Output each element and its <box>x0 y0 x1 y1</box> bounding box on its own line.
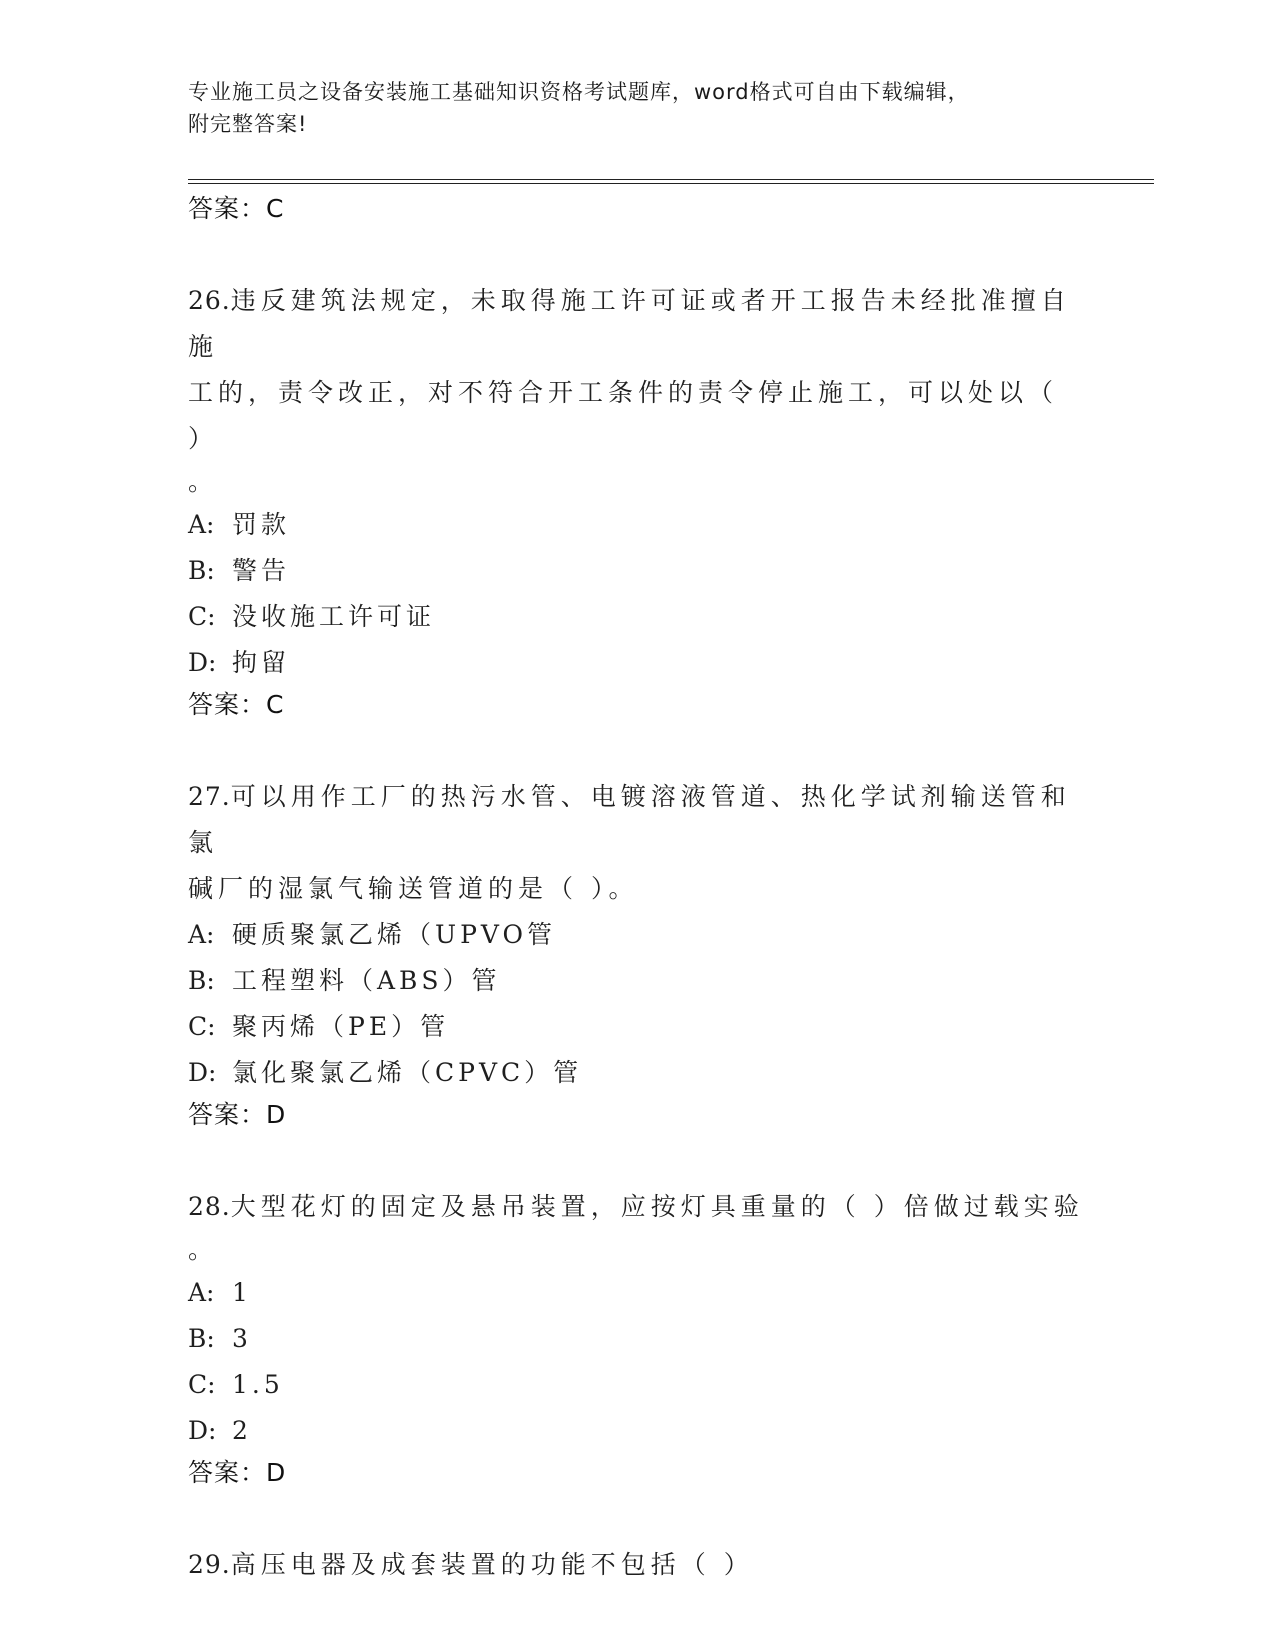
option-text: 氯化聚氯乙烯（CPVC）管 <box>232 1058 583 1087</box>
option-text: 罚款 <box>232 510 291 539</box>
option-b <box>188 1316 1088 1362</box>
option-text: 聚丙烯（PE）管 <box>232 1012 450 1041</box>
option-label: D: <box>188 648 217 677</box>
option-label: B: <box>188 556 215 585</box>
option-label: A: <box>188 1278 215 1307</box>
header-rule-top <box>188 179 1154 180</box>
option-text: 3 <box>232 1324 252 1353</box>
option-label: A: <box>188 920 215 949</box>
question-text <box>188 774 1088 912</box>
question-number: 27. <box>188 782 231 811</box>
option-c <box>188 1362 1088 1408</box>
option-text: 工程塑料（ABS）管 <box>232 966 501 995</box>
question-line: 碱厂的湿氯气输送管道的是（ ）。 <box>188 874 639 903</box>
question-line: 工的，责令改正，对不符合开工条件的责令停止施工，可以处以（ ） <box>188 378 1059 453</box>
option-label: D: <box>188 1058 217 1087</box>
answer-line: 答案：C <box>188 194 285 223</box>
option-label: D: <box>188 1416 217 1445</box>
option-text: 警告 <box>232 556 291 585</box>
option-a <box>188 1270 1088 1316</box>
question-line: 可以用作工厂的热污水管、电镀溶液管道、热化学试剂输送管和氯 <box>188 782 1071 857</box>
option-a <box>188 912 1088 958</box>
option-text: 1 <box>232 1278 252 1307</box>
option-text: 1.5 <box>232 1370 284 1399</box>
question-number: 26. <box>188 286 231 315</box>
question-text <box>188 1542 1088 1588</box>
option-b <box>188 548 1088 594</box>
question-line: 。 <box>188 467 219 496</box>
question-27 <box>188 774 1088 1132</box>
question-line: 大型花灯的固定及悬吊装置，应按灯具重量的（ ）倍做过载实验 <box>230 1192 1084 1221</box>
option-label: C: <box>188 1370 216 1399</box>
question-29 <box>188 1542 1088 1588</box>
option-text: 拘留 <box>232 648 291 677</box>
option-label: B: <box>188 966 215 995</box>
option-label: A: <box>188 510 215 539</box>
option-text: 2 <box>232 1416 252 1445</box>
option-text: 硬质聚氯乙烯（UPVO管 <box>232 920 557 949</box>
question-28 <box>188 1184 1088 1490</box>
question-line: 。 <box>188 1235 219 1264</box>
option-label: C: <box>188 602 216 631</box>
option-label: B: <box>188 1324 215 1353</box>
question-number: 29. <box>188 1550 231 1579</box>
answer-line: 答案：C <box>188 690 285 719</box>
question-line: 违反建筑法规定，未取得施工许可证或者开工报告未经批准擅自施 <box>188 286 1071 361</box>
option-a <box>188 502 1088 548</box>
option-d <box>188 1408 1088 1454</box>
question-text <box>188 1184 1088 1270</box>
option-label: C: <box>188 1012 216 1041</box>
answer-line: 答案：D <box>188 1100 287 1129</box>
question-list <box>188 192 1088 1588</box>
question-number: 28. <box>188 1192 231 1221</box>
question-text <box>188 278 1088 502</box>
option-c <box>188 1004 1088 1050</box>
header-rule-bottom <box>188 183 1154 184</box>
option-d <box>188 1050 1088 1096</box>
option-text: 没收施工许可证 <box>232 602 436 631</box>
answer-line: 答案：D <box>188 1458 287 1487</box>
header-line-1: 专业施工员之设备安装施工基础知识资格考试题库，word格式可自由下载编辑， <box>188 80 970 104</box>
question-line: 高压电器及成套装置的功能不包括（ ） <box>230 1550 754 1579</box>
option-c <box>188 594 1088 640</box>
question-26 <box>188 278 1088 722</box>
option-b <box>188 958 1088 1004</box>
page-header <box>188 76 1088 140</box>
option-d <box>188 640 1088 686</box>
header-line-2: 附完整答案! <box>188 112 308 136</box>
